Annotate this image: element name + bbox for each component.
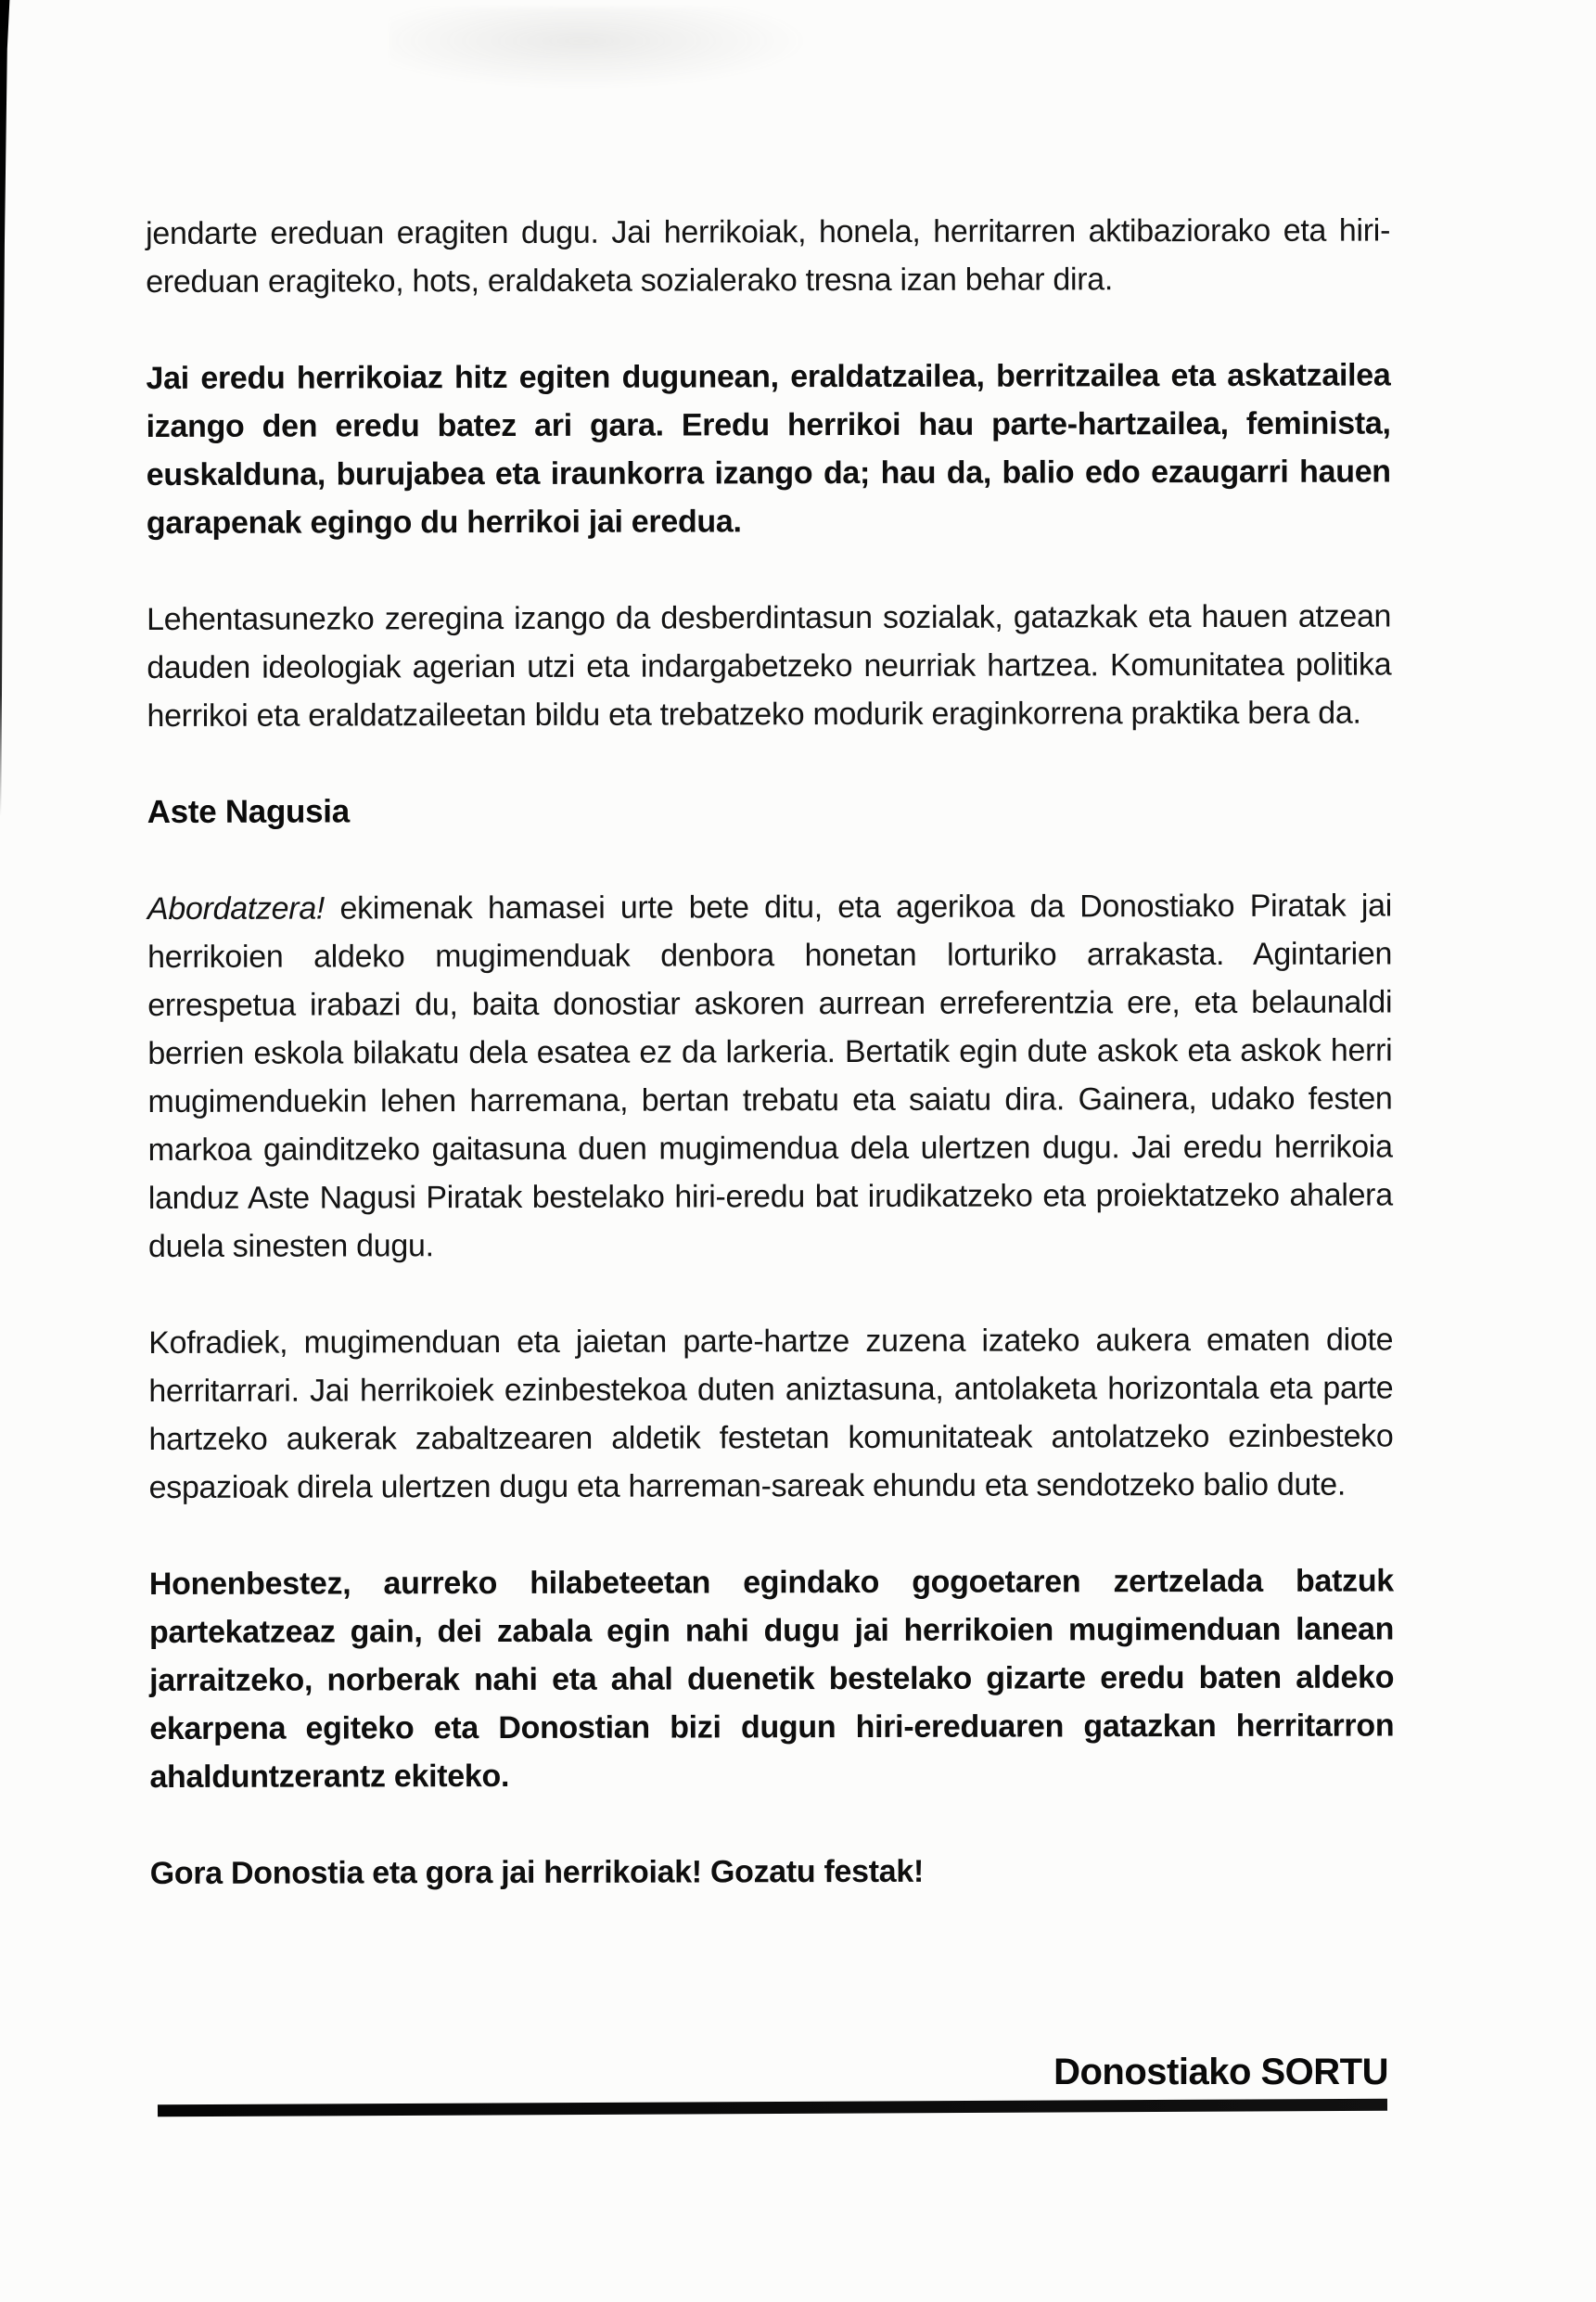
paragraph-honenbestez: Honenbestez, aurreko hilabeteetan egindako gogoetaren zertzelada batzuk partekatzeaz gain, dei zabala egin nahi dugu jai herrikoien mugimenduan lanean jarraitzeko, norberak nahi eta ahal duenetik bestelako gizarte eredu baten aldeko ekarpena egiteko eta Donostian bizi dugun hiri-ereduaren gatazkan herritarron ahalduntzerantz ekiteko. — [148, 1563, 1395, 1795]
paragraph-abordatzera — [147, 881, 1393, 1271]
paragraph-lehentasunezko-zeregina: Lehentasunezko zeregina izango da desberdintasun sozialak, gatazkak eta hauen atzean dauden ideologiak agerian utzi eta indargabetzeko neurriak hartzea. Komunitatea politika herrikoi eta eraldatzaileetan bildu eta trebatzeko modurik eraginkorrena praktika bera da. — [147, 598, 1392, 734]
photocopy-smudge — [389, 7, 816, 91]
document-body — [146, 206, 1395, 1946]
signature-rule — [158, 2099, 1387, 2117]
paragraph-jai-eredu-herrikoia: Jai eredu herrikoiaz hitz egiten dugunean, eraldatzailea, berritzailea eta askatzailea izango den eredu batez ari gara. Eredu herrikoi hau parte-hartzailea, feminista, euskalduna, burujabea eta iraunkorra izango da; hau da, balio edo ezaugarri hauen garapenak egingo du herrikoi jai eredua. — [146, 357, 1391, 541]
section-heading-aste-nagusia: Aste Nagusia — [147, 793, 350, 830]
paragraph-jendarte-eredua: jendarte ereduan eragiten dugu. Jai herrikoiak, honela, herritarren aktibaziorako eta hiri-ereduan eragiteko, hots, eraldaketa sozialerako tresna izan behar dira. — [146, 212, 1391, 300]
scanner-edge-artifact — [0, 0, 12, 816]
italic-lead-abordatzera: Abordatzera! — [147, 890, 326, 927]
paragraph-kofradiek: Kofradiek, mugimenduan eta jaietan parte-hartze zuzena izateko aukera ematen diote herritarrari. Jai herrikoiek ezinbestekoa duten aniztasuna, antolaketa horizontala eta parte hartzeko aukerak zabaltzearen aldetik festetan komunitateak antolatzeko ezinbesteko espazioak direla ulertzen dugu eta harreman-sareak ehundu eta sendotzeko balio dute. — [148, 1322, 1394, 1505]
paragraph-gora-donostia: Gora Donostia eta gora jai herrikoiak! Gozatu festak! — [149, 1853, 925, 1891]
paragraph-abordatzera-rest: ekimenak hamasei urte bete ditu, eta agerikoa da Donostiako Piratak jai herrikoien aldeko mugimenduak denbora honetan lorturiko arrakasta. Agintarien errespetua irabazi du, baita donostiar askoren aurrean erreferentzia ere, eta belaunaldi berrien eskola bilakatu dela esatea ez da larkeria. Bertatik egin dute askok eta askok herri mugimenduekin lehen harremana, bertan trebatu eta saiatu dira. Gainera, udako festen markoa gainditzeko gaitasuna duen mugimendua dela ulertzen dugu. Jai eredu herrikoia landuz Aste Nagusi Piratak bestelako hiri-eredu bat irudikatzeko eta proiektatzeko ahalera duela sinesten dugu. — [147, 888, 1393, 1264]
signature-donostiako-sortu: Donostiako SORTU — [1053, 2052, 1388, 2092]
